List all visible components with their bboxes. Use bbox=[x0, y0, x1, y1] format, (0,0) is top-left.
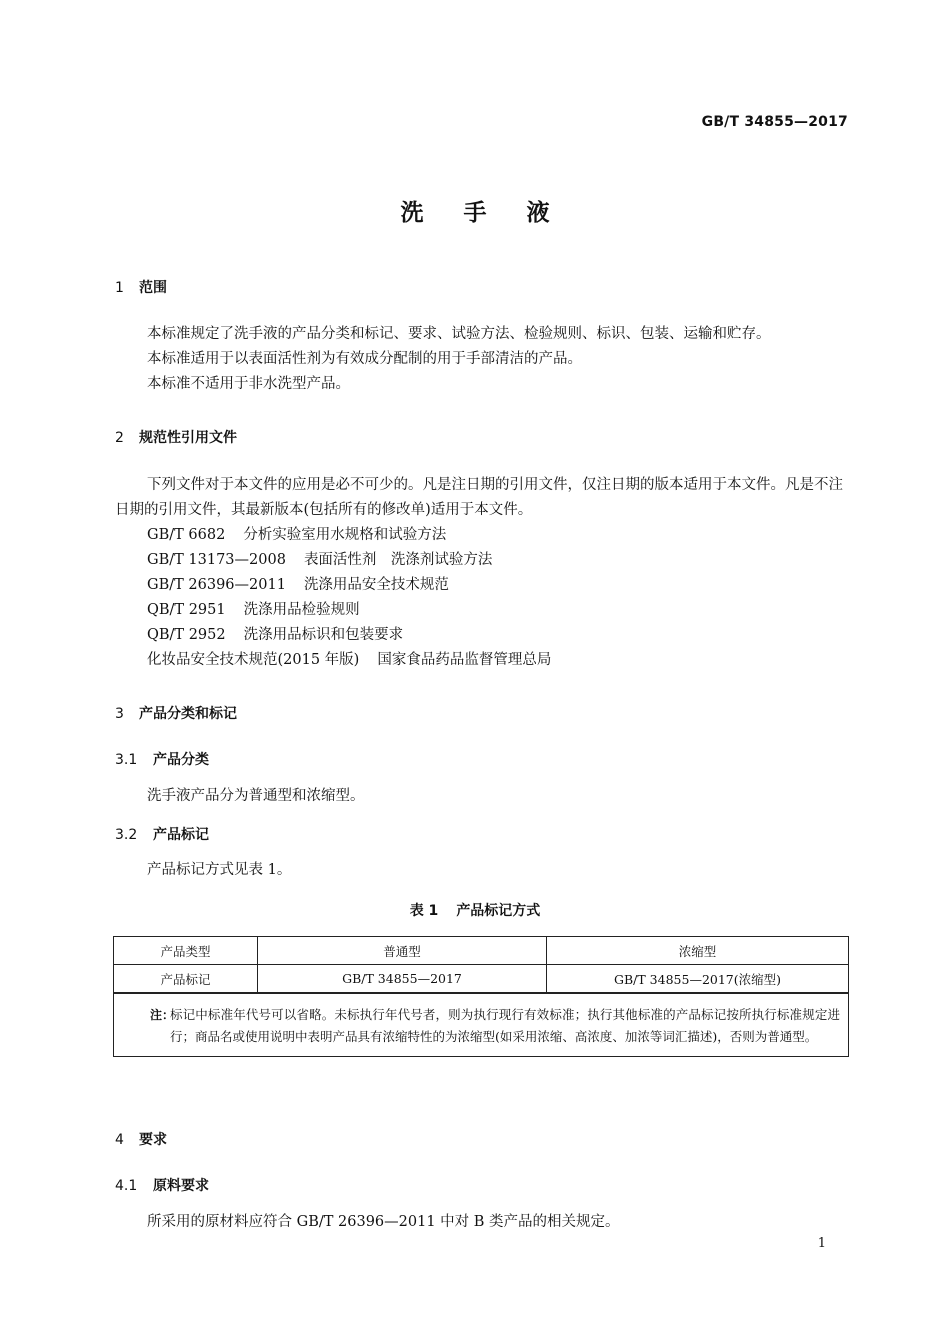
table-title: 产品标记方式 bbox=[456, 903, 541, 919]
table-cell: GB/T 34855—2017 bbox=[258, 965, 547, 993]
table-cell: 产品类型 bbox=[114, 937, 258, 965]
section-heading-classification bbox=[115, 703, 237, 723]
paragraph: 所采用的原材料应符合 GB/T 26396—2011 中对 B 类产品的相关规定。 bbox=[147, 1214, 620, 1230]
reference-item bbox=[147, 623, 551, 648]
subsection-heading-raw-materials bbox=[115, 1175, 209, 1195]
reference-item bbox=[147, 548, 551, 573]
table-cell: 普通型 bbox=[258, 937, 547, 965]
table-cell: 产品标记 bbox=[114, 965, 258, 993]
note-label: 注： bbox=[150, 1008, 175, 1022]
standard-code: GB/T 34855—2017 bbox=[701, 114, 848, 130]
reference-title: 洗涤用品标识和包装要求 bbox=[243, 627, 404, 643]
reference-item bbox=[147, 523, 551, 548]
section-number: 4.1 bbox=[115, 1178, 138, 1194]
table-note bbox=[114, 993, 848, 1056]
reference-code: GB/T 13173—2008 bbox=[147, 552, 286, 568]
reference-title: 分析实验室用水规格和试验方法 bbox=[243, 527, 447, 543]
section-title: 产品标记 bbox=[153, 827, 209, 843]
subsection-heading-marking bbox=[115, 824, 209, 844]
reference-code: QB/T 2951 bbox=[147, 602, 226, 618]
paragraph: 本标准规定了洗手液的产品分类和标记、要求、试验方法、检验规则、标识、包装、运输和贮存。 bbox=[147, 326, 771, 342]
section-number: 3.2 bbox=[115, 827, 138, 843]
section-title: 原料要求 bbox=[153, 1178, 209, 1194]
paragraph: 下列文件对于本文件的应用是必不可少的。凡是注日期的引用文件，仅注日期的版本适用于本文件。凡是不注日期的引用文件，其最新版本(包括所有的修改单)适用于本文件。 bbox=[115, 477, 843, 518]
section-title: 规范性引用文件 bbox=[139, 430, 237, 446]
section-title: 产品分类 bbox=[153, 752, 209, 768]
section-number: 3 bbox=[115, 706, 124, 722]
page-number: 1 bbox=[817, 1236, 826, 1251]
document-title: 洗手液 bbox=[400, 200, 590, 226]
reference-code: 化妆品安全技术规范(2015 年版) bbox=[147, 652, 360, 668]
table-cell: GB/T 34855—2017(浓缩型) bbox=[547, 965, 849, 993]
paragraph: 洗手液产品分为普通型和浓缩型。 bbox=[147, 788, 365, 804]
paragraph: 本标准适用于以表面活性剂为有效成分配制的用于手部清洁的产品。 bbox=[147, 351, 582, 367]
section-number: 4 bbox=[115, 1132, 124, 1148]
section-title: 要求 bbox=[139, 1132, 167, 1148]
reference-title: 国家食品药品监督管理总局 bbox=[377, 652, 552, 668]
section-heading-scope bbox=[115, 277, 167, 297]
table-row bbox=[114, 965, 848, 993]
section-title: 范围 bbox=[139, 280, 167, 296]
section-title: 产品分类和标记 bbox=[139, 706, 237, 722]
section-heading-requirements bbox=[115, 1129, 167, 1149]
note-text: 标记中标准年代号可以省略。未标执行年代号者，则为执行现行有效标准；执行其他标准的产品标记按所执行标准规定进行；商品名或使用说明中表明产品具有浓缩特性的为浓缩型(如采用浓缩、高浓度、加浓等词汇描述)，否则为普通型。 bbox=[170, 1007, 840, 1044]
reference-item bbox=[147, 648, 551, 673]
section-heading-normative-references bbox=[115, 427, 237, 447]
reference-item bbox=[147, 598, 551, 623]
reference-title: 表面活性剂 洗涤剂试验方法 bbox=[303, 552, 493, 568]
table-row bbox=[114, 937, 848, 965]
reference-code: GB/T 6682 bbox=[147, 527, 226, 543]
reference-item bbox=[147, 573, 551, 598]
table-cell: 浓缩型 bbox=[547, 937, 849, 965]
reference-title: 洗涤用品检验规则 bbox=[243, 602, 360, 618]
paragraph: 产品标记方式见表 1。 bbox=[147, 862, 292, 878]
marking-table bbox=[113, 936, 849, 1057]
reference-code: QB/T 2952 bbox=[147, 627, 226, 643]
section-number: 1 bbox=[115, 280, 124, 296]
reference-code: GB/T 26396—2011 bbox=[147, 577, 286, 593]
table-caption bbox=[0, 900, 950, 920]
section-number: 3.1 bbox=[115, 752, 138, 768]
subsection-heading-classification bbox=[115, 749, 209, 769]
reference-list bbox=[147, 523, 551, 673]
reference-title: 洗涤用品安全技术规范 bbox=[303, 577, 449, 593]
section-number: 2 bbox=[115, 430, 124, 446]
paragraph: 本标准不适用于非水洗型产品。 bbox=[147, 376, 350, 392]
table-number: 表 1 bbox=[409, 903, 439, 919]
